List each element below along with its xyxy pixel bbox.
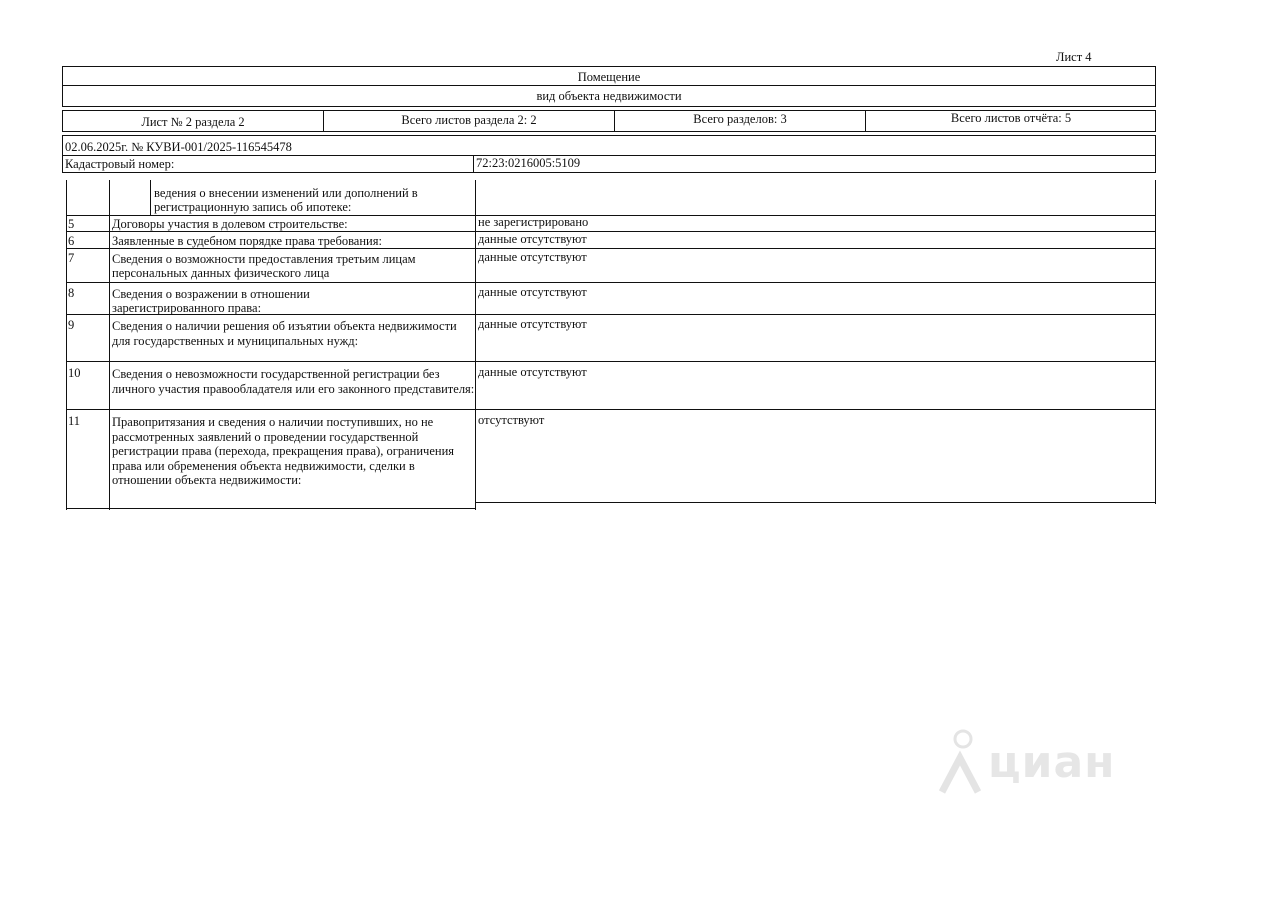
object-type-caption: вид объекта недвижимости: [536, 89, 682, 103]
table-row: [66, 216, 1156, 232]
continuation-row: [66, 180, 1156, 216]
total-sections: Всего разделов: 3: [693, 112, 787, 126]
extract-reference: 02.06.2025г. № КУВИ-001/2025-116545478: [65, 140, 292, 154]
table-row: [66, 283, 1156, 315]
row-label: Сведения о возможности предоставления третьим лицам персональных данных физического лица: [112, 252, 416, 280]
header-divider: [63, 85, 1155, 86]
row-value: данные отсутствуют: [478, 232, 587, 246]
row-value: данные отсутствуют: [478, 317, 587, 331]
row-number: 7: [68, 251, 75, 265]
watermark-text: циан: [988, 737, 1116, 788]
divider: [614, 111, 615, 131]
table-bottom-right: [475, 502, 1156, 503]
extract-info-block: [62, 135, 1156, 173]
row-value: отсутствуют: [478, 413, 545, 427]
continuation-text: ведения о внесении изменений или дополнений в регистрационную запись об ипотеке:: [154, 186, 418, 214]
watermark: [936, 728, 1146, 798]
sheet-info-row: [62, 110, 1156, 132]
row-label: Сведения о возражении в отношении зарегистрированного права:: [112, 287, 310, 315]
cadastral-number: 72:23:0216005:5109: [476, 156, 581, 170]
row-number: 11: [68, 414, 81, 428]
total-sheets-section: Всего листов раздела 2: 2: [401, 113, 537, 127]
divider: [865, 111, 866, 131]
row-number: 10: [68, 366, 81, 380]
sheet-of-section: Лист № 2 раздела 2: [141, 115, 245, 129]
row-value: данные отсутствуют: [478, 285, 587, 299]
table-row: [66, 249, 1156, 283]
watermark-logo-icon: [936, 728, 982, 798]
sheet-number: Лист 4: [1056, 50, 1092, 64]
divider: [473, 155, 474, 172]
extract-divider: [63, 155, 1155, 156]
cadastral-label: Кадастровый номер:: [65, 157, 175, 171]
row-number: 9: [68, 318, 75, 332]
row-value: данные отсутствуют: [478, 365, 587, 379]
row-value: данные отсутствуют: [478, 250, 587, 264]
table-row: [66, 232, 1156, 249]
row-label: Договоры участия в долевом строительстве:: [112, 217, 348, 231]
table-bottom-left: [66, 508, 476, 509]
row-number: 6: [68, 234, 75, 248]
table-row: [66, 410, 1156, 510]
object-type-title: Помещение: [577, 70, 641, 84]
row-value: не зарегистрировано: [478, 215, 589, 229]
object-type-header: [62, 66, 1156, 107]
row-number: 5: [68, 217, 75, 231]
table-row: [66, 362, 1156, 410]
row-number: 8: [68, 286, 75, 300]
row-label: Сведения о наличии решения об изъятии объекта недвижимости для государственных и муниципальных нужд:: [112, 319, 457, 348]
row-label: Правопритязания и сведения о наличии поступивших, но не рассмотренных заявлений о проведении государственной регистрации права (перехода, прекращения права), ограничения права или обременения объекта недвижимости, сделки в отношении объекта недвижимости:: [112, 415, 455, 487]
total-report-sheets: Всего листов отчёта: 5: [950, 111, 1072, 125]
divider: [323, 111, 324, 131]
row-label: Сведения о невозможности государственной регистрации без личного участия правообладателя или его законного представителя:: [112, 367, 475, 396]
table-row: [66, 315, 1156, 362]
row-label: Заявленные в судебном порядке права требования:: [112, 234, 382, 248]
